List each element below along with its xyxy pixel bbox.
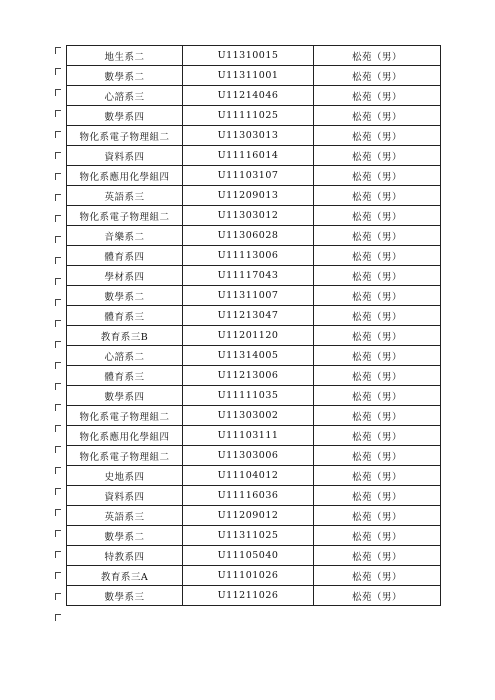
table-row [67, 46, 441, 66]
margin-mark [55, 278, 61, 285]
department-cell: 物化系電子物理組二 [67, 206, 183, 226]
dormitory-cell: 松苑（男） [314, 106, 441, 126]
dormitory-cell: 松苑（男） [314, 46, 441, 66]
dormitory-cell: 松苑（男） [314, 86, 441, 106]
margin-mark [55, 299, 61, 306]
student-id-cell: U11303012 [183, 206, 314, 226]
table-row [67, 526, 441, 546]
student-id-cell: U11211026 [183, 586, 314, 606]
margin-mark [55, 383, 61, 390]
dormitory-cell: 松苑（男） [314, 226, 441, 246]
department-cell: 心諮系二 [67, 346, 183, 366]
student-id-cell: U11306028 [183, 226, 314, 246]
dormitory-cell: 松苑（男） [314, 566, 441, 586]
dormitory-cell: 松苑（男） [314, 346, 441, 366]
dormitory-cell: 松苑（男） [314, 426, 441, 446]
margin-mark [55, 320, 61, 327]
margin-mark [55, 68, 61, 75]
table-row [67, 106, 441, 126]
margin-mark [55, 593, 61, 600]
student-id-cell: U11303002 [183, 406, 314, 426]
student-id-cell: U11303013 [183, 126, 314, 146]
table-row [67, 366, 441, 386]
roster-body [67, 46, 441, 606]
margin-mark [55, 215, 61, 222]
dormitory-cell: 松苑（男） [314, 206, 441, 226]
dormitory-cell: 松苑（男） [314, 366, 441, 386]
student-id-cell: U11116014 [183, 146, 314, 166]
margin-mark [55, 362, 61, 369]
student-id-cell: U11101026 [183, 566, 314, 586]
department-cell: 英語系三 [67, 186, 183, 206]
department-cell: 心諮系三 [67, 86, 183, 106]
department-cell: 英語系三 [67, 506, 183, 526]
student-id-cell: U11117043 [183, 266, 314, 286]
table-row [67, 146, 441, 166]
department-cell: 地生系二 [67, 46, 183, 66]
student-id-cell: U11213047 [183, 306, 314, 326]
student-id-cell: U11111035 [183, 386, 314, 406]
department-cell: 物化系應用化學組四 [67, 166, 183, 186]
margin-mark [55, 572, 61, 579]
department-cell: 體育系三 [67, 306, 183, 326]
student-id-cell: U11104012 [183, 466, 314, 486]
margin-mark [55, 341, 61, 348]
table-row [67, 346, 441, 366]
table-row [67, 406, 441, 426]
department-cell: 特教系四 [67, 546, 183, 566]
table-row [67, 426, 441, 446]
department-cell: 教育系三B [67, 326, 183, 346]
dormitory-cell: 松苑（男） [314, 186, 441, 206]
student-id-cell: U11113006 [183, 246, 314, 266]
department-cell: 資料系四 [67, 146, 183, 166]
dormitory-cell: 松苑（男） [314, 326, 441, 346]
margin-mark [55, 467, 61, 474]
margin-mark [55, 488, 61, 495]
table-row [67, 466, 441, 486]
margin-mark [55, 47, 61, 54]
dormitory-cell: 松苑（男） [314, 586, 441, 606]
table-row [67, 326, 441, 346]
table-row [67, 186, 441, 206]
department-cell: 數學系二 [67, 526, 183, 546]
table-row [67, 126, 441, 146]
margin-mark [55, 257, 61, 264]
department-cell: 數學系二 [67, 66, 183, 86]
student-id-cell: U11201120 [183, 326, 314, 346]
table-row [67, 246, 441, 266]
dormitory-cell: 松苑（男） [314, 286, 441, 306]
dormitory-cell: 松苑（男） [314, 406, 441, 426]
student-id-cell: U11105040 [183, 546, 314, 566]
table-row [67, 546, 441, 566]
margin-mark [55, 131, 61, 138]
margin-mark [55, 152, 61, 159]
margin-mark [55, 446, 61, 453]
student-id-cell: U11310015 [183, 46, 314, 66]
student-id-cell: U11209013 [183, 186, 314, 206]
table-row [67, 506, 441, 526]
department-cell: 數學系四 [67, 106, 183, 126]
student-id-cell: U11209012 [183, 506, 314, 526]
dormitory-cell: 松苑（男） [314, 246, 441, 266]
margin-mark [55, 530, 61, 537]
margin-mark [55, 425, 61, 432]
department-cell: 學材系四 [67, 266, 183, 286]
department-cell: 體育系四 [67, 246, 183, 266]
student-id-cell: U11213006 [183, 366, 314, 386]
department-cell: 音樂系二 [67, 226, 183, 246]
student-id-cell: U11303006 [183, 446, 314, 466]
table-row [67, 206, 441, 226]
student-id-cell: U11103107 [183, 166, 314, 186]
table-row [67, 166, 441, 186]
department-cell: 物化系電子物理組二 [67, 446, 183, 466]
student-id-cell: U11311001 [183, 66, 314, 86]
dormitory-cell: 松苑（男） [314, 386, 441, 406]
table-row [67, 566, 441, 586]
department-cell: 數學系二 [67, 286, 183, 306]
dormitory-cell: 松苑（男） [314, 266, 441, 286]
department-cell: 數學系四 [67, 386, 183, 406]
department-cell: 教育系三A [67, 566, 183, 586]
margin-mark [55, 110, 61, 117]
table-row [67, 386, 441, 406]
student-id-cell: U11214046 [183, 86, 314, 106]
margin-mark [55, 551, 61, 558]
student-id-cell: U11311025 [183, 526, 314, 546]
dormitory-cell: 松苑（男） [314, 126, 441, 146]
table-row [67, 586, 441, 606]
dormitory-cell: 松苑（男） [314, 166, 441, 186]
student-id-cell: U11103111 [183, 426, 314, 446]
department-cell: 資料系四 [67, 486, 183, 506]
margin-mark [55, 236, 61, 243]
dormitory-cell: 松苑（男） [314, 466, 441, 486]
department-cell: 史地系四 [67, 466, 183, 486]
dormitory-cell: 松苑（男） [314, 546, 441, 566]
margin-mark [55, 614, 61, 621]
table-row [67, 486, 441, 506]
dormitory-cell: 松苑（男） [314, 446, 441, 466]
dormitory-roster-table [66, 45, 441, 606]
dormitory-cell: 松苑（男） [314, 146, 441, 166]
dormitory-cell: 松苑（男） [314, 306, 441, 326]
dormitory-cell: 松苑（男） [314, 486, 441, 506]
table-row [67, 286, 441, 306]
student-id-cell: U11314005 [183, 346, 314, 366]
table-row [67, 306, 441, 326]
table-row [67, 266, 441, 286]
department-cell: 物化系應用化學組四 [67, 426, 183, 446]
department-cell: 體育系三 [67, 366, 183, 386]
student-id-cell: U11111025 [183, 106, 314, 126]
student-id-cell: U11116036 [183, 486, 314, 506]
margin-mark [55, 404, 61, 411]
department-cell: 物化系電子物理組二 [67, 126, 183, 146]
margin-mark [55, 194, 61, 201]
dormitory-cell: 松苑（男） [314, 66, 441, 86]
table-row [67, 66, 441, 86]
margin-mark [55, 89, 61, 96]
department-cell: 數學系三 [67, 586, 183, 606]
margin-mark [55, 173, 61, 180]
dormitory-cell: 松苑（男） [314, 506, 441, 526]
dormitory-cell: 松苑（男） [314, 526, 441, 546]
student-id-cell: U11311007 [183, 286, 314, 306]
table-row [67, 226, 441, 246]
table-row [67, 446, 441, 466]
margin-mark [55, 509, 61, 516]
department-cell: 物化系電子物理組二 [67, 406, 183, 426]
table-row [67, 86, 441, 106]
